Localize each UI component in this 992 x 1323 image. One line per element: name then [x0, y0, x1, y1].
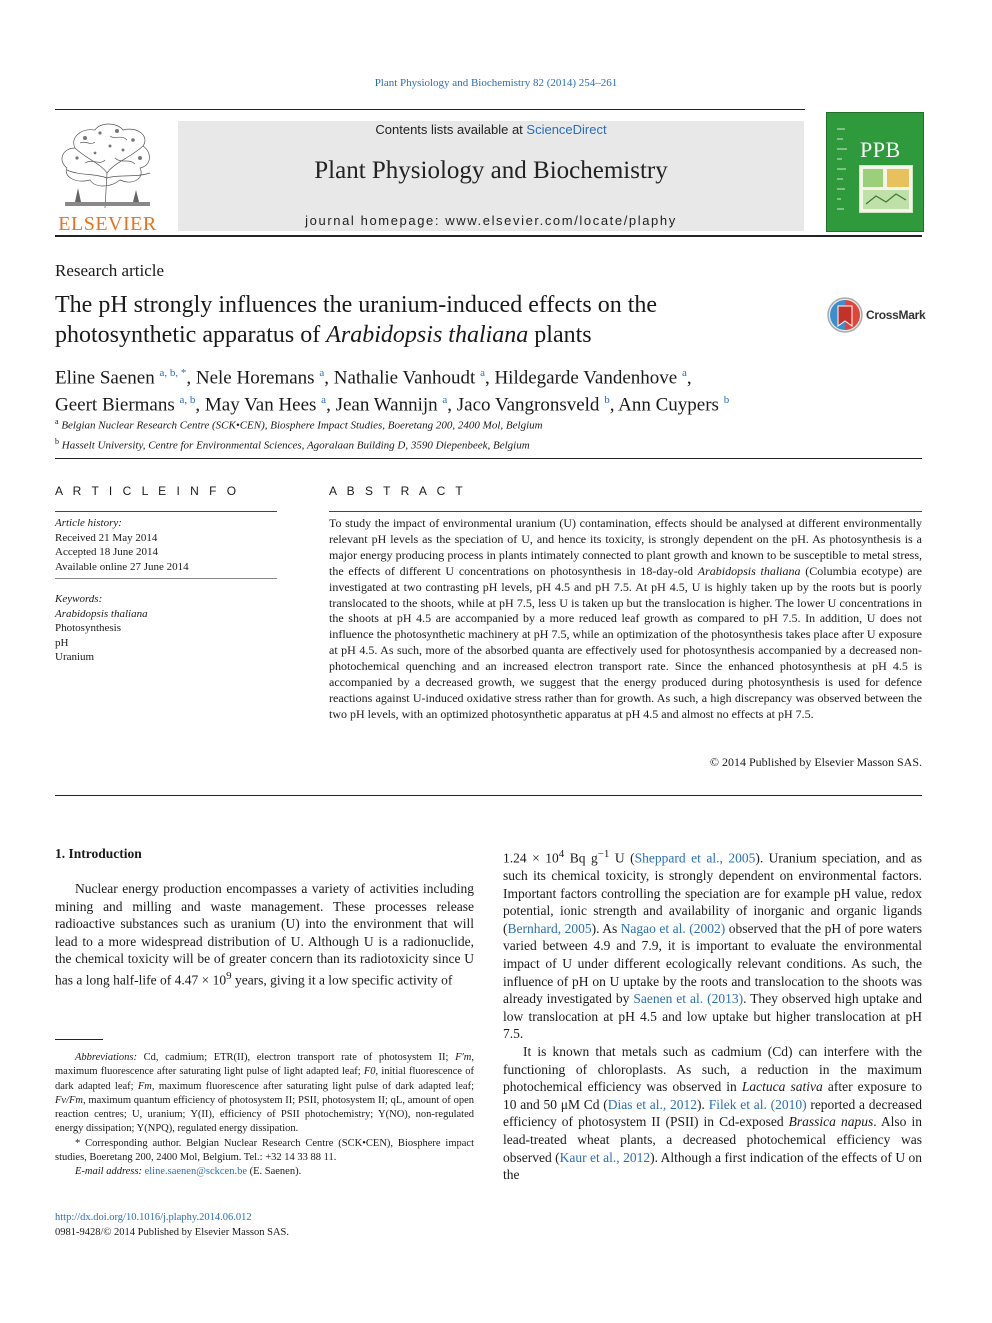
- author-affiliation-mark[interactable]: a: [319, 367, 325, 379]
- email-tail: (E. Saenen).: [246, 1166, 302, 1178]
- author-name[interactable]: Hildegarde Vandenhove: [494, 367, 678, 389]
- article-type: Research article: [55, 261, 165, 280]
- crossmark-icon: [826, 296, 864, 334]
- author-name[interactable]: Nathalie Vanhoudt: [333, 367, 476, 389]
- sciencedirect-link[interactable]: ScienceDirect: [526, 122, 607, 137]
- title-part-2: plants: [528, 322, 592, 348]
- history-item: Received 21 May 2014: [55, 531, 158, 544]
- author-affiliation-mark[interactable]: a: [442, 394, 448, 407]
- text-run: , maximum fluorescence after saturating light pulse of light adapted leaf;: [55, 1052, 474, 1078]
- author-affiliation-mark[interactable]: b: [604, 394, 610, 407]
- author-affiliation-mark[interactable]: a: [480, 367, 485, 379]
- affiliation-item: [55, 414, 543, 434]
- cover-label: PPB: [860, 137, 901, 162]
- keywords: [55, 592, 148, 665]
- italic-text: Fv/Fm: [55, 1094, 83, 1106]
- journal-citation[interactable]: Plant Physiology and Biochemistry 82 (2014) 254–261: [374, 77, 618, 89]
- article-info-divider: [55, 578, 277, 579]
- journal-cover[interactable]: [826, 112, 924, 232]
- italic-text: F′m: [455, 1052, 472, 1063]
- text-run: Bq g: [564, 850, 598, 866]
- affiliation-mark: b: [55, 436, 59, 446]
- abstract-part-1: To study the impact of environmental uranium (U) contamination, effects should be analysed at different environmentally relevant pH levels as the speciation of U, and hence its toxicity, is strongly dependent on the pH. As photosynthesis is a major energy producing process in plants intimately connected to plant growth and known to be susceptible to metal stress, the effects of different U concentrations on photosynthesis in 18-day-old: [329, 516, 922, 578]
- abstract-copyright: © 2014 Published by Elsevier Masson SAS.: [709, 755, 922, 769]
- affiliation-item: [55, 434, 543, 454]
- text-run: , initial fluorescence of dark adapted leaf;: [55, 1066, 474, 1092]
- text-run: ).: [697, 1096, 709, 1112]
- keyword-item: Uranium: [55, 651, 95, 663]
- article-info-heading: A R T I C L E I N F O: [55, 484, 240, 498]
- intro-paragraph: [55, 880, 474, 989]
- italic-text: Brassica napus: [788, 1114, 874, 1130]
- intro-left-tail: years, giving it a low specific activity of: [231, 972, 453, 988]
- journal-homepage: [178, 213, 804, 228]
- author-list: Eline Saenen $^{a, b, *}$, Nele Horemans $^a$, Nathalie Vanhoudt $^a$, Hildegarde Vandenhove $^a$, Geert Biermans $^{a, b}$, May Van Hees $^a$, Jean Wannijn $^a$, Jaco Vangronsveld $^b$, Ann Cuypers $^b$: [55, 367, 730, 416]
- elsevier-tree-icon: [55, 118, 160, 213]
- italic-text: Fm: [137, 1080, 152, 1092]
- author-affiliation-mark[interactable]: a, b, *: [159, 367, 187, 379]
- cover-figure: [859, 165, 913, 213]
- title-part-1: The pH strongly influences the uranium-induced effects on the photosynthetic apparatus of: [55, 292, 658, 348]
- keywords-label: Keywords:: [55, 593, 103, 605]
- text-run: ). Although a first indication of the effects of U on the: [503, 1149, 922, 1183]
- text-run: . Also in lead-treated wheat plants, a decreased photochemical efficiency was observed (: [503, 1114, 922, 1165]
- issn-line: 0981-9428/© 2014 Published by Elsevier Masson SAS.: [55, 1227, 290, 1238]
- footnotes: [55, 1051, 474, 1180]
- intro-right-column: [503, 846, 922, 1184]
- author-name[interactable]: Jean Wannijn: [335, 394, 438, 416]
- keyword-item: pH: [55, 636, 69, 649]
- text-run: ). As: [591, 920, 621, 936]
- reference-link[interactable]: Dias et al., 2012: [607, 1096, 698, 1112]
- superscript: 4: [558, 848, 565, 860]
- author-name[interactable]: Geert Biermans: [55, 394, 175, 416]
- contents-line: [178, 121, 804, 137]
- footnote-rule: [55, 1039, 103, 1040]
- text-run: U (: [609, 850, 635, 866]
- author-affiliation-mark[interactable]: b: [723, 394, 730, 407]
- intro-paragraph: [503, 846, 922, 1043]
- author-name[interactable]: Eline Saenen: [55, 367, 155, 389]
- text-run: after exposure to 10 and 50 μM Cd (: [503, 1079, 922, 1112]
- text-run: observed that the pH of pore waters varied between 4.9 and 7.9, it is important to evaluate the environmental impact of U under different ecologically relevant conditions. As such, the influence of pH on U uptake by the roots and translocation to the shoots was already investigated by: [503, 920, 923, 1007]
- affiliations: [55, 414, 543, 453]
- doi-link[interactable]: http://dx.doi.org/10.1016/j.plaphy.2014.06.012: [55, 1212, 252, 1223]
- intro-left-text: Nuclear energy production encompasses a variety of activities including mining and milling and waste management. These processes release radioactive substances such as uranium (U) into the environment that will lead to a more widespread distribution of U. Although U is a radionuclide, the chemical toxicity will be of greater concern than its radiotoxicity since U has a long half-life of 4.47 × 10: [55, 881, 474, 988]
- italic-text: Lactuca sativa: [741, 1079, 823, 1095]
- title-species: Arabidopsis thaliana: [326, 322, 529, 348]
- affiliation-text: Belgian Nuclear Research Centre (SCK•CEN), Biosphere Impact Studies, Boeretang 200, 2400 Mol, Belgium: [61, 419, 543, 432]
- text-run: , maximum quantum efficiency of photosystem II; PSII, photosystem II; qL, amount of open reaction centres; U, uranium; Y(II), efficiency of PSII photochemistry; Y(NO), non-regulated energy dissipation; Y(NPQ), regulated energy dissipation.: [55, 1094, 474, 1135]
- reference-link[interactable]: Saenen et al. (2013): [633, 991, 744, 1007]
- author-affiliation-mark[interactable]: a, b: [179, 394, 196, 407]
- affiliation-text: Hasselt University, Centre for Environmental Sciences, Agoralaan Building D, 3590 Diepenbeek, Belgium: [61, 439, 530, 452]
- intro-left-exponent: 9: [226, 969, 232, 982]
- journal-masthead: [178, 121, 804, 231]
- cover-decoration-icon: [835, 125, 849, 221]
- crossmark-label: CrossMark: [866, 308, 926, 322]
- abbreviations-footnote: [55, 1051, 474, 1137]
- header-rule: [55, 109, 805, 110]
- intro-paragraph: [503, 1043, 922, 1184]
- text-run: 1.24 × 10: [503, 850, 559, 866]
- italic-text: F0: [363, 1066, 376, 1078]
- abstract-text: [329, 516, 922, 723]
- keyword-item: Arabidopsis thaliana: [55, 607, 148, 620]
- history-item: Accepted 18 June 2014: [55, 546, 158, 558]
- reference-link[interactable]: Sheppard et al., 2005: [634, 850, 756, 866]
- reference-link[interactable]: Nagao et al. (2002): [620, 920, 726, 936]
- affiliation-rule: [55, 458, 922, 459]
- text-run: reported a decreased efficiency of photosystem II (PSII) in Cd-exposed: [503, 1096, 923, 1130]
- reference-link[interactable]: Kaur et al., 2012: [559, 1149, 651, 1165]
- author-name[interactable]: Nele Horemans: [195, 367, 315, 389]
- crossmark-badge[interactable]: [826, 296, 926, 336]
- text-run: ). Uranium speciation, and as such its chemical toxicity, is strongly dependent on environmental factors. Important factors controlling the speciation are for example pH value, redox potential, ionic strength and availability of inorganic and organic ligands (: [503, 850, 922, 936]
- text-run: . They observed high uptake and low translocation at pH 4.5 and low uptake but higher translocation at pH 7.5.: [503, 991, 922, 1042]
- contents-prefix: Contents lists available at: [375, 122, 527, 137]
- author-affiliation-mark[interactable]: a: [681, 367, 687, 379]
- author-name[interactable]: Ann Cuypers: [618, 394, 719, 416]
- elsevier-wordmark: ELSEVIER: [58, 213, 157, 235]
- elsevier-logo[interactable]: [55, 118, 160, 236]
- abstract-part-2: (Columbia ecotype) are investigated at two contrasting pH levels, pH 4.5 and pH 7.5. At pH 4.5, U is highly taken up by the roots but is poorly translocated to the shoots, while at pH 7.5, less U is taken up but the translocation is higher. The lower U concentrations in the shoots at pH 4.5 are accompanied by a more reduced leaf growth as compared to pH 7.5. In addition, U does not influence the photosynthetic machinery at pH 7.5, while an optimization of the photosynthesis takes place after U exposure at pH 4.5. As such, more of the absorbed quanta are effectively used for photosynthesis accompanied by a decreased non-photochemical quenching and an increased electron transport rate. Since the enhanced photosynthesis at pH 4.5 is accompanied by a decreased growth, we suggest that the energy produced during photosynthesis is used for defence reactions against U-induced oxidative stress rather than for growth. As such, a high discrepancy was observed between the two pH levels, with an optimized photosynthetic apparatus at pH 4.5 and almost no effects at pH 7.5.: [329, 563, 923, 721]
- email-label: E-mail address:: [75, 1166, 142, 1178]
- author-name[interactable]: May Van Hees: [204, 394, 317, 416]
- email-footnote: [55, 1165, 474, 1179]
- abstract-rule: [329, 511, 922, 512]
- abstract-bottom-rule: [55, 795, 922, 796]
- abstract-species: Arabidopsis thaliana: [697, 563, 801, 578]
- keyword-item: Photosynthesis: [55, 622, 122, 634]
- homepage-url[interactable]: www.elsevier.com/locate/plaphy: [445, 213, 677, 228]
- cover-figure-icon: [860, 166, 912, 212]
- reference-link[interactable]: Filek et al. (2010): [708, 1096, 807, 1112]
- abstract-heading: A B S T R A C T: [329, 484, 467, 498]
- article-info-rule: [55, 511, 277, 512]
- author-name[interactable]: Jaco Vangronsveld: [456, 394, 600, 416]
- section-heading: 1. Introduction: [55, 846, 142, 861]
- history-label: Article history:: [55, 517, 122, 529]
- homepage-prefix: journal homepage:: [305, 213, 446, 228]
- affiliation-mark: a: [55, 417, 59, 426]
- journal-name: Plant Physiology and Biochemistry: [314, 157, 668, 184]
- text-run: Cd, cadmium; ETR(II), electron transport rate of photosystem II;: [137, 1052, 456, 1063]
- email-link[interactable]: eline.saenen@sckcen.be: [144, 1166, 247, 1178]
- article-history: [55, 516, 189, 574]
- text-run: , maximum fluorescence after saturating light pulse of dark adapted leaf;: [151, 1080, 474, 1092]
- masthead-rule: [55, 235, 922, 237]
- intro-left-column: [55, 880, 474, 989]
- corresponding-footnote: * Corresponding author. Belgian Nuclear Research Centre (SCK•CEN), Biosphere impact studies, Boeretang 200, 2400 Mol, Belgium. Tel.: +32 14 33 88 11.: [55, 1137, 474, 1164]
- article-title: [55, 290, 795, 350]
- history-item: Available online 27 June 2014: [55, 560, 189, 573]
- text-run: It is known that metals such as cadmium (Cd) can interfere with the functioning of chloroplasts. As such, a reduction in the maximum photochemical efficiency was observed in: [503, 1044, 922, 1095]
- superscript: −1: [597, 848, 610, 860]
- reference-link[interactable]: Bernhard, 2005: [507, 920, 592, 936]
- author-affiliation-mark[interactable]: a: [321, 394, 327, 407]
- italic-text: Abbreviations:: [75, 1052, 138, 1063]
